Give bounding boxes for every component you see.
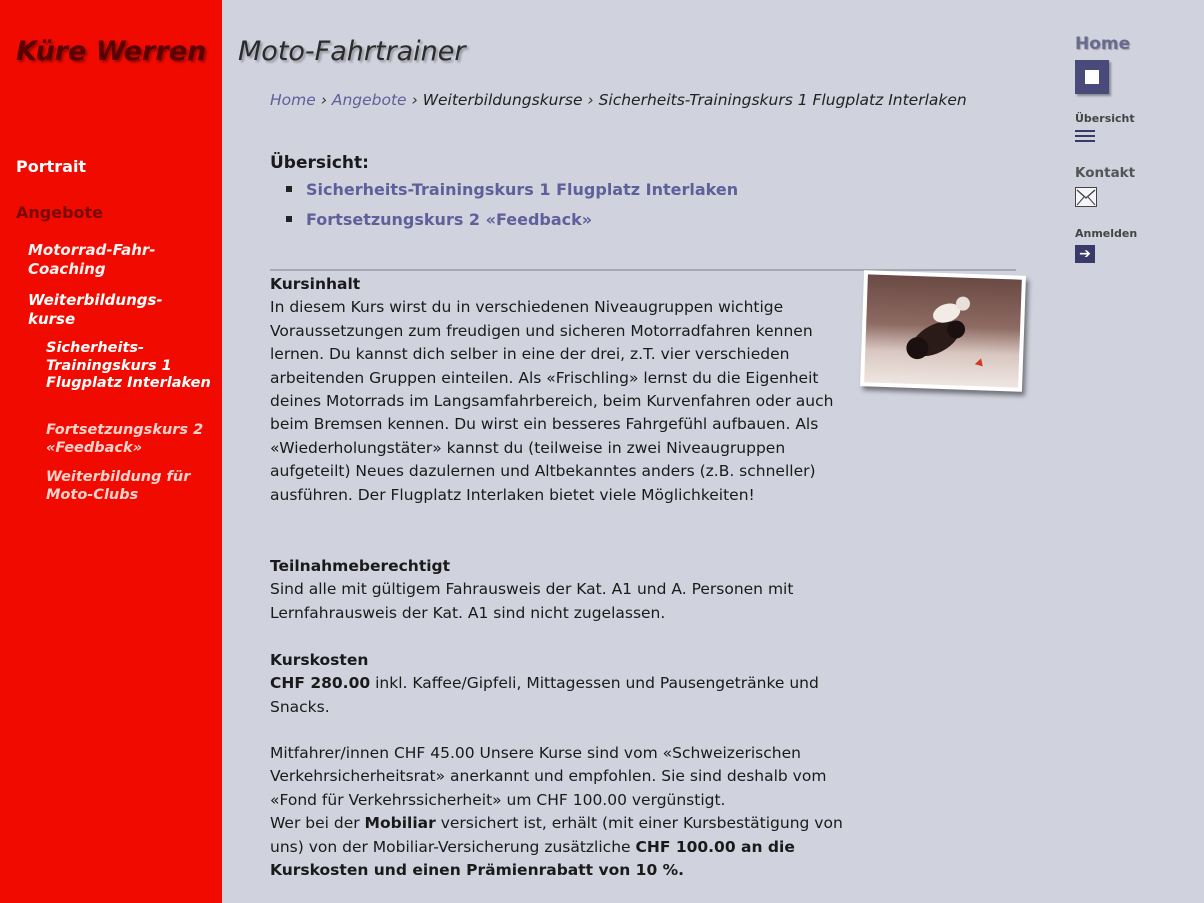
- nav-kontakt-link[interactable]: Kontakt: [1075, 165, 1136, 181]
- kurskosten-heading: Kurskosten: [270, 651, 369, 669]
- sidebar-item-moto-clubs[interactable]: Weiterbildung für Moto-Clubs: [46, 469, 191, 503]
- overview-list: [286, 180, 738, 240]
- section-kursinhalt: [270, 273, 850, 507]
- rabatte-text-2c: versichert ist, erhält (mit einer Kursbestätigung von uns) von der Mobiliar-Versicherung zusätzliche: [270, 814, 843, 856]
- photo-image: [864, 274, 1022, 387]
- breadcrumb-current: Sicherheits-Trainingskurs 1 Flugplatz Interlaken: [598, 91, 967, 109]
- breadcrumb-separator: ›: [411, 91, 418, 109]
- sidebar-item-fortsetzungskurs[interactable]: Fortsetzungskurs 2 «Feedback»: [46, 422, 204, 456]
- breadcrumb-separator: ›: [320, 91, 327, 109]
- breadcrumb-home-link[interactable]: Home: [270, 91, 316, 109]
- rabatte-text-2: [270, 812, 850, 882]
- motorcycle-rider-icon: [864, 274, 1013, 379]
- section-teilnahme: [270, 555, 850, 625]
- kurskosten-details: inkl. Kaffee/Gipfeli, Mittagessen und Pausengetränke und Snacks.: [270, 674, 819, 716]
- breadcrumb-angebote-link[interactable]: Angebote: [331, 91, 407, 109]
- overview-link-fortsetzungskurs[interactable]: Fortsetzungskurs 2 «Feedback»: [306, 210, 593, 229]
- teilnahme-heading: Teilnahmeberechtigt: [270, 557, 451, 575]
- rabatte-highlight: CHF 100.00 an die Kurskosten und einen Prämienrabatt von 10 %.: [270, 837, 795, 880]
- section-rabatte: [270, 742, 850, 882]
- brand-logo[interactable]: Küre Werren: [16, 36, 207, 67]
- envelope-icon[interactable]: [1075, 187, 1097, 207]
- bullet-icon: [286, 216, 292, 222]
- nav-home-link[interactable]: Home: [1075, 34, 1131, 54]
- section-kurskosten: [270, 649, 850, 719]
- breadcrumb-separator: ›: [587, 91, 594, 109]
- overview-link-sicherheitstraining[interactable]: Sicherheits-Trainingskurs 1 Flugplatz Interlaken: [306, 180, 739, 199]
- envelope-icon-svg: [1076, 188, 1096, 206]
- list-icon[interactable]: [1075, 130, 1095, 146]
- sidebar-item-weiterbildungskurse[interactable]: Weiterbildungs-kurse: [28, 291, 163, 328]
- sidebar-item-coaching[interactable]: Motorrad-Fahr-Coaching: [28, 241, 156, 278]
- site-title: Moto-Fahrtrainer: [238, 36, 466, 67]
- sidebar-item-sicherheitstraining[interactable]: Sicherheits-Trainingskurs 1 Flugplatz Interlaken: [46, 340, 211, 391]
- breadcrumb-weiterbildung: Weiterbildungskurse: [422, 91, 583, 109]
- sidebar-item-portrait[interactable]: Portrait: [16, 157, 87, 176]
- overview-title: Übersicht:: [270, 153, 369, 173]
- teilnahme-text: Sind alle mit gültigem Fahrausweis der Kat. A1 und A. Personen mit Lernfahrausweis der Kat. A1 sind nicht zugelassen.: [270, 580, 794, 622]
- rabatte-mobiliar: Mobiliar: [364, 814, 436, 833]
- rabatte-text-2a: Wer bei der: [270, 814, 365, 833]
- kursinhalt-heading: Kursinhalt: [270, 275, 361, 293]
- rabatte-text-1: Mitfahrer/innen CHF 45.00 Unsere Kurse sind vom «Schweizerischen Verkehrsicherheitsrat» anerkannt und empfohlen. Sie sind deshalb vom «Fond für Verkehrssicherheit» um CHF 100.00 vergünstigt.: [270, 744, 827, 809]
- sidebar-item-angebote[interactable]: Angebote: [16, 203, 104, 222]
- kurskosten-text: [270, 672, 850, 719]
- bullet-icon: [286, 186, 292, 192]
- list-item: [286, 210, 738, 240]
- nav-uebersicht-link[interactable]: Übersicht: [1075, 112, 1135, 125]
- kursinhalt-text: In diesem Kurs wirst du in verschiedenen Niveaugruppen wichtige Voraussetzungen zum freudigen und sicheren Motorradfahren kennen lernen. Du kannst dich selber in eine der drei, z.T. vier verschieden arbeitenden Gruppen einteilen. Als «Frischling» lernst du die Eigenheit deines Motorrads im Langsamfahrbereich, beim Kurvenfahren oder auch beim Bremsen kennen. Du wirst ein besseres Fahrgefühl aufbauen. Als «Wiederholungstäter» kannst du (teilweise in zwei Niveaugruppen aufgeteilt) Neues dazulernen und Altbekanntes anders (z.B. schneller) ausführen. Der Flugplatz Interlaken bietet viele Möglichkeiten!: [270, 298, 834, 504]
- list-item: [286, 180, 738, 210]
- breadcrumb: [270, 91, 967, 109]
- arrow-right-icon[interactable]: ➔: [1075, 245, 1095, 263]
- home-icon[interactable]: [1075, 60, 1109, 94]
- kurskosten-price: CHF 280.00: [270, 674, 371, 693]
- motorcycle-photo: [860, 270, 1026, 392]
- nav-anmelden-link[interactable]: Anmelden: [1075, 227, 1138, 240]
